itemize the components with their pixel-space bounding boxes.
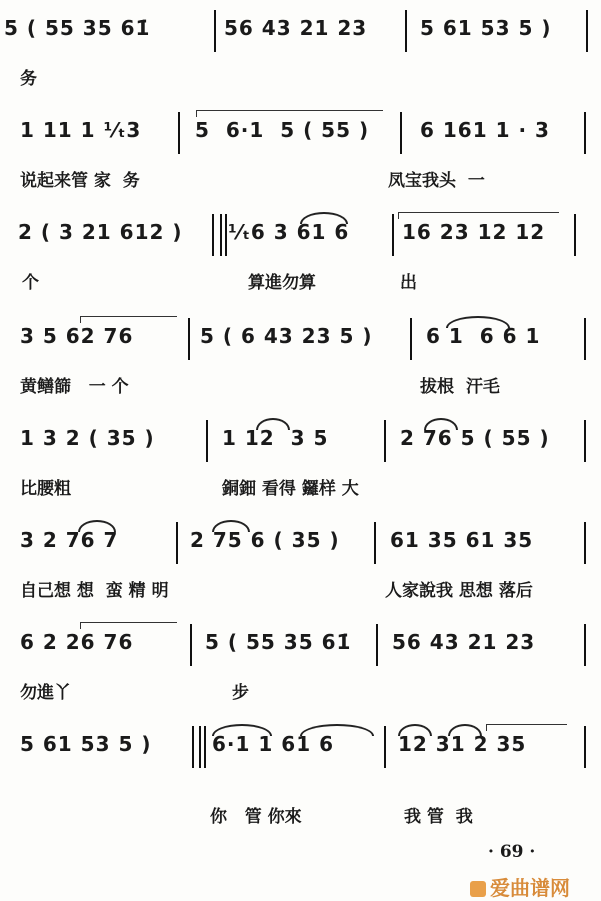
notation-segment: 2 76 5 ( 55 ) (400, 426, 550, 450)
barline (584, 420, 586, 462)
notation-segment: 5 61 53 5 ) (20, 732, 152, 756)
tie-line (196, 110, 383, 117)
notation-line (0, 212, 601, 260)
lyric-text: 凤宝我头 一 (388, 171, 485, 191)
lyric-text: 勿進丫 (20, 683, 71, 703)
barline (206, 420, 208, 462)
notation-segment: 61 35 61 35 (390, 528, 534, 552)
barline (176, 522, 178, 564)
notation-segment: 3 2 76 7 (20, 528, 119, 552)
barline (374, 522, 376, 564)
barline (212, 214, 214, 256)
lyric-text: 銅鈿 看得 鑼样 大 (222, 479, 359, 499)
barline (188, 318, 190, 360)
notation-segment: 1 12 3 5 (222, 426, 329, 450)
lyrics-line (0, 678, 601, 706)
lyrics-line (0, 576, 601, 604)
notation-segment: 6 161 1 · 3 (420, 118, 550, 142)
notation-segment: 56 43 21 23 (224, 16, 368, 40)
notation-segment: 2 ( 3 21 612 ) (18, 220, 183, 244)
barline (214, 10, 216, 52)
lyric-text: 自己想 想 蛮 精 明 (20, 581, 169, 601)
barline (584, 624, 586, 666)
notation-segment: 2 75 6 ( 35 ) (190, 528, 340, 552)
lyrics-line (0, 64, 601, 92)
lyric-text: 说起来管 家 务 (20, 171, 140, 191)
lyric-text: 黄鳝篩 一 个 (20, 377, 129, 397)
notation-segment: 1 11 1 ¹⁄ₜ3 (20, 118, 142, 142)
lyric-text: 出 (400, 273, 417, 293)
lyric-text: 务 (20, 69, 37, 89)
barline (400, 112, 402, 154)
barline (574, 214, 576, 256)
lyric-text: 你 管 你來 (210, 807, 302, 827)
barline (410, 318, 412, 360)
notation-segment: 6 1 6 6 1 (426, 324, 541, 348)
lyrics-line (0, 474, 601, 502)
tie-line (486, 724, 567, 731)
barline (199, 726, 201, 768)
lyric-text: 我 管 我 (404, 807, 473, 827)
notation-line (0, 418, 601, 466)
notation-line (0, 316, 601, 364)
barline (178, 112, 180, 154)
notation-line (0, 724, 601, 772)
barline (584, 522, 586, 564)
slur-arc (78, 520, 116, 532)
slur-arc (212, 520, 250, 532)
barline (384, 726, 386, 768)
lyrics-line (0, 802, 601, 830)
lyric-text: 拔根 汗毛 (420, 377, 500, 397)
lyric-text: 比腰粗 (20, 479, 71, 499)
notation-line (0, 622, 601, 670)
page-number: · 69 · (488, 842, 536, 862)
note-logo-icon (470, 881, 486, 897)
barline (584, 318, 586, 360)
lyrics-line (0, 268, 601, 296)
lyric-text: 人家說我 思想 落后 (385, 581, 533, 601)
slur-arc (300, 212, 348, 224)
notation-segment: 1 3 2 ( 35 ) (20, 426, 155, 450)
barline (384, 420, 386, 462)
lyric-text: 步 (232, 683, 249, 703)
tie-line (398, 212, 559, 219)
notation-segment: ¹⁄ₜ6 3 61 6 (228, 220, 350, 244)
watermark-text: 爱曲谱网 (490, 876, 570, 900)
tie-line (80, 316, 177, 323)
notation-segment: 5 ( 55 35 61̇ (205, 630, 352, 654)
barline (376, 624, 378, 666)
notation-segment: 12 31 2 35 (398, 732, 527, 756)
tie-line (80, 622, 177, 629)
lyrics-line (0, 166, 601, 194)
notation-segment: 56 43 21 23 (392, 630, 536, 654)
notation-line (0, 520, 601, 568)
slur-arc (446, 316, 510, 328)
notation-line (0, 8, 601, 56)
slur-arc (212, 724, 272, 736)
notation-line (0, 110, 601, 158)
barline (392, 214, 394, 256)
notation-segment: 5 6·1 5 ( 55 ) (195, 118, 370, 142)
slur-arc (398, 724, 432, 736)
barline (192, 726, 194, 768)
notation-segment: 6·1 1 61 6 (212, 732, 334, 756)
barline (405, 10, 407, 52)
lyric-text: 算進勿算 (248, 273, 316, 293)
notation-segment: 5 ( 6 43 23 5 ) (200, 324, 373, 348)
notation-segment: 3 5 62 76 (20, 324, 134, 348)
notation-segment: 5 61 53 5 ) (420, 16, 552, 40)
barline (586, 10, 588, 52)
notation-segment: 16 23 12 12 (402, 220, 546, 244)
lyric-text: 个 (22, 273, 39, 293)
barline (190, 624, 192, 666)
barline (220, 214, 222, 256)
barline (584, 112, 586, 154)
lyrics-line (0, 372, 601, 400)
notation-segment: 5 ( 55 35 61̇ (4, 16, 151, 40)
site-watermark (470, 872, 570, 901)
barline (584, 726, 586, 768)
slur-arc (424, 418, 458, 430)
slur-arc (300, 724, 374, 736)
slur-arc (448, 724, 482, 736)
slur-arc (256, 418, 290, 430)
notation-segment: 6 2 26 76 (20, 630, 134, 654)
